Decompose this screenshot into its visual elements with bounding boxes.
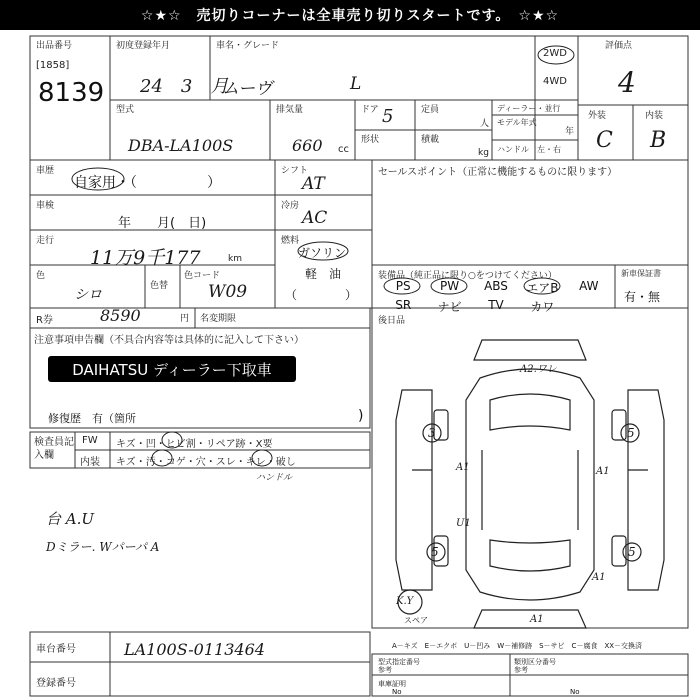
equip-pw: PW — [440, 279, 460, 293]
car-damage-map — [372, 330, 688, 630]
type-label: 型式 — [116, 105, 135, 115]
displacement-value: 660 — [292, 136, 323, 155]
shaken-value: 年 月( 日) — [118, 216, 207, 231]
dealer-trade-in-banner: DAIHATSU ディーラー下取車 — [48, 356, 296, 382]
fuel-diesel: 軽 油 — [305, 267, 342, 281]
lot-sub: [1858] — [36, 60, 70, 71]
score-value: 4 — [618, 66, 636, 99]
sales-point-label: セールスポイント（正常に機能するものに限ります） — [378, 167, 618, 178]
handle-label: ハンドル 左・右 — [497, 145, 561, 154]
color-value: シロ — [74, 287, 102, 303]
repair-history: 修復歴 有（箇所 — [48, 412, 136, 425]
fuel-circle — [296, 240, 350, 262]
map-a1-b: A1 — [530, 614, 544, 625]
warranty-value: 有・無 — [624, 290, 661, 304]
type-spec-ref: 参考 — [378, 666, 392, 674]
legend: A－キズ E－エクボ U－凹み W－補修跡 S－サビ C－腐食 XX－交換済 — [392, 642, 643, 650]
shaken-label: 車検 — [36, 201, 55, 211]
history-circle — [70, 166, 126, 192]
inspector-int: 内装 — [80, 457, 100, 468]
no-label-2: No — [570, 688, 580, 696]
displacement-unit: cc — [338, 144, 349, 155]
chassis-label: 車台番号 — [36, 644, 76, 655]
int-grade: B — [650, 128, 667, 153]
doors-label: ドア — [361, 105, 379, 115]
doors-value: 5 — [382, 106, 394, 127]
repair-close: ) — [358, 408, 364, 424]
history-value: 自家用・（ ） — [74, 175, 221, 191]
handnote-1: 台 A.U — [46, 510, 95, 528]
first-reg-value: 24 3 月 — [140, 76, 229, 97]
equip-navi: ナビ — [437, 300, 462, 314]
model-year-label: モデル年式 — [497, 118, 537, 127]
warranty-label: 新車保証書 — [621, 269, 661, 278]
mileage-unit: km — [228, 254, 242, 264]
capacity-label: 定員 — [421, 105, 440, 115]
class-label: 類別区分番号 — [514, 658, 556, 666]
inspector-marks — [150, 430, 310, 470]
map-5-l: 5 — [431, 545, 439, 559]
notes-label: 注意事項申告欄（不具合内容等は具体的に記入して下さい） — [34, 335, 304, 346]
garage-cert-label: 車庫証明 — [378, 680, 406, 688]
shift-value: AT — [302, 174, 325, 194]
type-spec-label: 型式指定番号 — [378, 658, 420, 666]
equip-tv: TV — [488, 298, 504, 312]
rear-label: 後日品 — [378, 316, 406, 326]
score-label: 評価点 — [605, 41, 633, 51]
mileage-value: 11万9千177 — [90, 247, 201, 269]
equip-leather: カワ — [530, 300, 555, 314]
shape-label: 形状 — [361, 135, 380, 145]
map-3: 3 — [428, 426, 436, 440]
map-spare-label: スペア — [404, 616, 428, 625]
drive-4wd: 4WD — [543, 76, 567, 87]
model-label: 車名・グレード — [216, 41, 280, 51]
class-ref: 参考 — [514, 666, 528, 674]
history-label: 車歴 — [36, 166, 55, 176]
map-a1-l: A1 — [456, 462, 470, 473]
name-change-label: 名変期限 — [200, 314, 237, 324]
year-unit: 年 — [565, 127, 575, 137]
equip-aw: AW — [579, 279, 599, 293]
color-code-label: 色コード — [184, 271, 221, 281]
load-unit: kg — [478, 148, 489, 158]
color-code-value: W09 — [208, 282, 248, 302]
map-a1-rr: A1 — [592, 572, 606, 583]
type-value: DBA-LA100S — [128, 136, 234, 155]
equip-abs: ABS — [484, 279, 508, 293]
ac-label: 冷房 — [281, 201, 300, 211]
ext-grade: C — [596, 128, 613, 153]
map-ky: K.Y — [396, 596, 414, 607]
handnote-handle: ハンドル — [256, 473, 293, 483]
load-label: 積載 — [421, 135, 440, 145]
model-grade: L — [350, 74, 362, 94]
displacement-label: 排気量 — [276, 105, 304, 115]
inspector-fw: FW — [82, 435, 98, 446]
equip-sr: SR — [395, 298, 412, 312]
model-name: ムーヴ — [222, 79, 273, 99]
r-price-unit: 円 — [180, 314, 190, 324]
equip-airbag: エアB — [526, 281, 559, 295]
shift-label: シフト — [281, 166, 309, 176]
map-u1: U1 — [456, 518, 471, 529]
drive-2wd: 2WD — [543, 48, 567, 59]
lot-label: 出品番号 — [36, 41, 73, 51]
handnote-2: Dミラー. Wパーパ A — [46, 540, 160, 554]
first-reg-label: 初度登録年月 — [116, 41, 171, 51]
registration-label: 登録番号 — [36, 678, 76, 689]
dealer-label: ディーラー・並行 — [497, 104, 561, 113]
r-price-label: R券 — [36, 315, 53, 326]
equipment-circles — [380, 276, 612, 296]
map-5-r: 5 — [628, 545, 636, 559]
drive-circle — [536, 44, 576, 66]
fuel-label: 燃料 — [281, 236, 300, 246]
map-a2: A2.ワレ — [520, 364, 557, 375]
int-label: 内装 — [645, 111, 664, 121]
equip-ps: PS — [395, 279, 411, 293]
no-label: No — [392, 688, 402, 696]
equipment-label: 装備品（純正品に限り○をつけてください） — [378, 271, 557, 281]
fuel-other: （ ） — [285, 288, 358, 302]
ext-label: 外装 — [588, 111, 607, 121]
lot-number: 8139 — [38, 78, 105, 108]
inspector-fw-items: キズ・凹・ヒビ割・リペア跡・X要 — [116, 439, 273, 450]
color-label: 色 — [36, 271, 46, 281]
mileage-label: 走行 — [36, 236, 55, 246]
ac-value: AC — [302, 208, 328, 228]
chassis-value: LA100S-0113464 — [124, 640, 265, 659]
inspector-label: 検査員記入欄 — [34, 437, 74, 461]
capacity-unit: 人 — [480, 119, 490, 129]
map-5-tr: 5 — [627, 426, 635, 440]
inspector-int-items: キズ・汚・コゲ・穴・スレ・キレ・破し — [116, 457, 296, 468]
map-a1-r: A1 — [596, 466, 610, 477]
top-banner: ☆★☆ 売切りコーナーは全車売り切りスタートです。 ☆★☆ — [0, 0, 700, 30]
r-price-value: 8590 — [100, 306, 141, 325]
fuel-gas: ガソリン — [298, 246, 347, 260]
color-change-label: 色替 — [150, 281, 169, 291]
